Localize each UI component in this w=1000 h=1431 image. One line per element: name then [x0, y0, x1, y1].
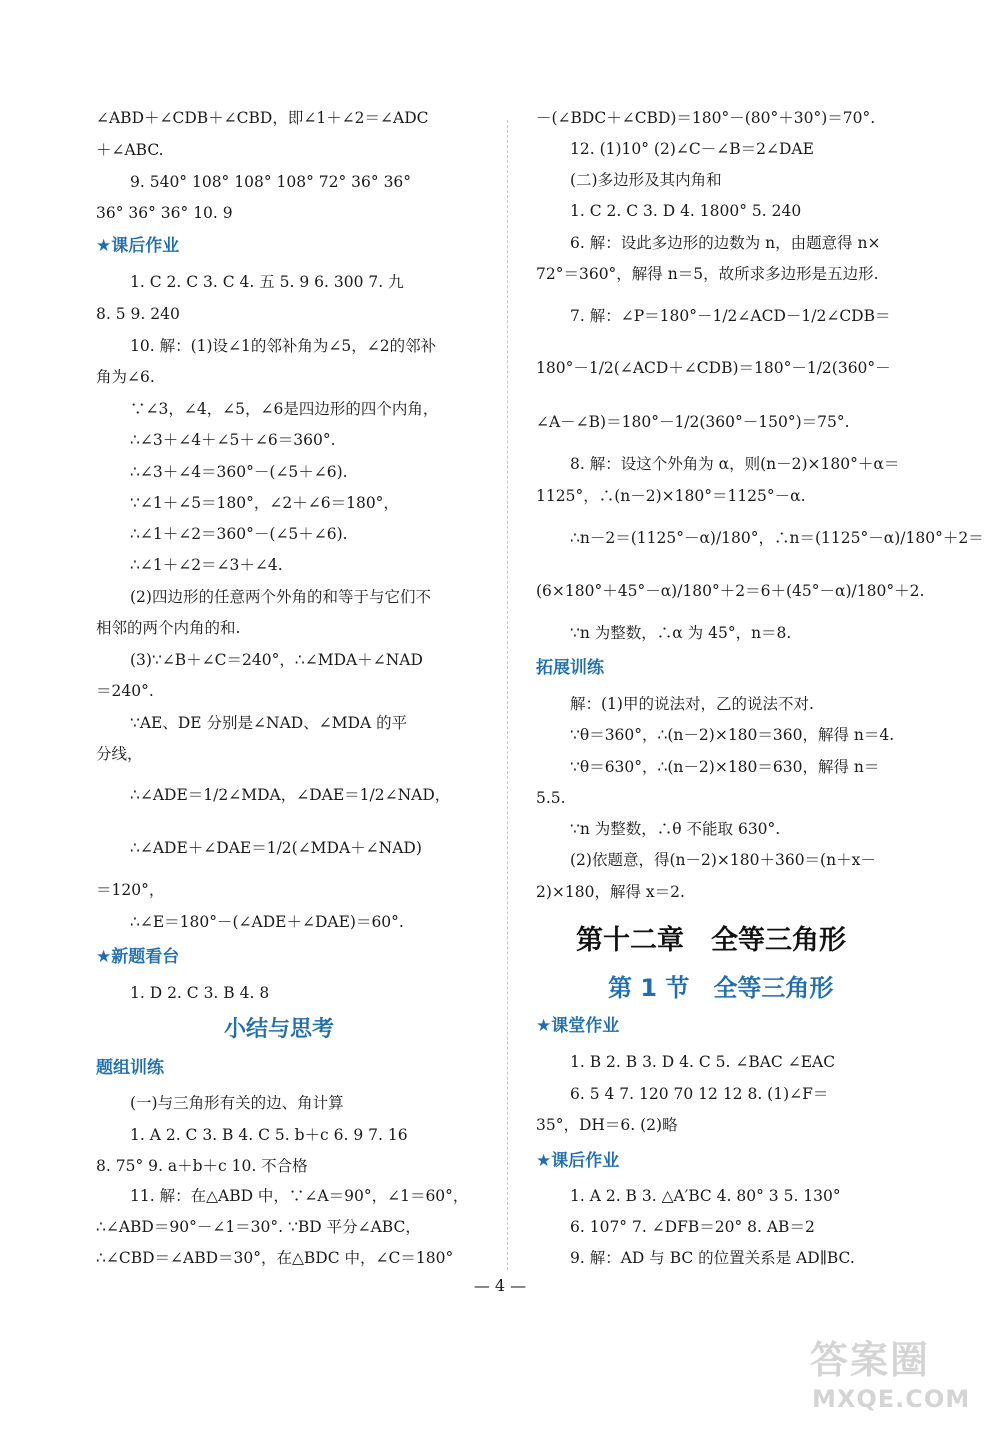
text-line: 9. 解：AD 与 BC 的位置关系是 AD∥BC.: [570, 1249, 855, 1267]
text-line: (二)多边形及其内角和: [570, 171, 722, 189]
text-line: 9. 540° 108° 108° 108° 72° 36° 36°: [130, 173, 412, 191]
text-line: ∴∠ADE＋∠DAE＝1/2(∠MDA＋∠NAD): [130, 839, 422, 857]
text-line: ∠ABD＋∠CDB＋∠CBD，即∠1＋∠2＝∠ADC: [96, 109, 429, 127]
text-line: 35°，DH＝6. (2)略: [536, 1116, 678, 1134]
text-line: 5.5.: [536, 789, 566, 807]
text-line: 分线，: [96, 745, 143, 763]
text-line: 相邻的两个内角的和.: [96, 619, 241, 637]
text-line: 1. A 2. B 3. △A′BC 4. 80° 3 5. 130°: [570, 1187, 841, 1205]
text-line: ∴∠1＋∠2＝360°－(∠5＋∠6).: [130, 525, 348, 543]
text-line: 180°－1/2(∠ACD＋∠CDB)＝180°－1/2(360°－: [536, 359, 891, 377]
text-line: ∵θ＝630°，∴(n－2)×180＝630，解得 n＝: [570, 758, 880, 776]
text-line: ∵n 为整数，∴θ 不能取 630°.: [570, 820, 781, 838]
column-divider: [507, 120, 508, 1270]
text-line: 6. 5 4 7. 120 70 12 12 8. (1)∠F＝: [570, 1085, 829, 1103]
text-line: ∴n－2＝(1125°－α)/180°，∴n＝(1125°－α)/180°＋2＝: [570, 529, 984, 547]
text-line: ∵θ＝360°，∴(n－2)×180＝360，解得 n＝4.: [570, 726, 895, 744]
text-line: (2)依题意，得(n－2)×180＋360＝(n＋x－: [570, 851, 876, 869]
text-line: 解：(1)甲的说法对，乙的说法不对.: [570, 695, 814, 713]
text-line: 11. 解：在△ABD 中，∵∠A＝90°，∠1＝60°，: [130, 1187, 469, 1205]
text-line: ∵∠3，∠4，∠5，∠6是四边形的四个内角，: [130, 400, 439, 418]
text-line: 6. 107° 7. ∠DFB＝20° 8. AB＝2: [570, 1218, 815, 1236]
section-heading: ★课堂作业: [536, 1016, 620, 1036]
text-line: ∵n 为整数，∴α 为 45°，n＝8.: [570, 624, 792, 642]
section-heading: 题组训练: [96, 1058, 164, 1078]
text-line: ∠A－∠B)＝180°－1/2(360°－150°)＝75°.: [536, 413, 850, 431]
text-line: ∵∠1＋∠5＝180°，∠2＋∠6＝180°，: [130, 494, 399, 512]
text-line: (3)∵∠B＋∠C＝240°，∴∠MDA＋∠NAD: [130, 651, 423, 669]
section-heading: ★课后作业: [96, 236, 180, 256]
text-line: ＋∠ABC.: [96, 141, 164, 159]
section-heading: 拓展训练: [536, 658, 604, 678]
text-line: ＝120°，: [96, 881, 165, 899]
text-line: 8. 5 9. 240: [96, 305, 180, 323]
text-line: 1. C 2. C 3. C 4. 五 5. 9 6. 300 7. 九: [130, 273, 404, 291]
section-title: 小结与思考: [224, 1017, 335, 1042]
text-line: 72°＝360°，解得 n＝5，故所求多边形是五边形.: [536, 265, 879, 283]
text-line: ∴∠E＝180°－(∠ADE＋∠DAE)＝60°.: [130, 913, 404, 931]
text-line: 2)×180，解得 x＝2.: [536, 883, 685, 901]
text-line: 1125°，∴(n－2)×180°＝1125°－α.: [536, 487, 806, 505]
page-number: — 4 —: [473, 1276, 527, 1295]
text-line: 1. C 2. C 3. D 4. 1800° 5. 240: [570, 202, 802, 220]
text-line: 1. D 2. C 3. B 4. 8: [130, 984, 270, 1002]
text-line: ＝240°.: [96, 682, 154, 700]
watermark-top: 答案圈: [810, 1338, 931, 1382]
text-line: (一)与三角形有关的边、角计算: [130, 1094, 344, 1112]
section-heading: ★新题看台: [96, 947, 180, 967]
text-line: 6. 解：设此多边形的边数为 n，由题意得 n×: [570, 234, 881, 252]
text-line: 7. 解：∠P＝180°－1/2∠ACD－1/2∠CDB＝: [570, 307, 891, 325]
text-line: (2)四边形的任意两个外角的和等于与它们不: [130, 588, 431, 606]
watermark-bottom: MXQE.COM: [812, 1385, 971, 1413]
text-line: ∴∠ABD＝90°－∠1＝30°. ∵BD 平分∠ABC，: [96, 1218, 421, 1236]
chapter-title: 第十二章 全等三角形: [576, 925, 846, 956]
text-line: 12. (1)10° (2)∠C－∠B＝2∠DAE: [570, 140, 814, 158]
text-line: 1. B 2. B 3. D 4. C 5. ∠BAC ∠EAC: [570, 1053, 836, 1071]
text-line: ∴∠ADE＝1/2∠MDA，∠DAE＝1/2∠NAD，: [130, 786, 451, 804]
section-title: 第 1 节 全等三角形: [608, 974, 834, 1002]
text-line: ∴∠1＋∠2＝∠3＋∠4.: [130, 556, 283, 574]
text-line: 1. A 2. C 3. B 4. C 5. b＋c 6. 9 7. 16: [130, 1126, 408, 1144]
text-line: 角为∠6.: [96, 368, 155, 386]
text-line: (6×180°＋45°－α)/180°＋2＝6＋(45°－α)/180°＋2.: [536, 582, 925, 600]
text-line: 36° 36° 36° 10. 9: [96, 204, 233, 222]
text-line: ∵AE、DE 分别是∠NAD、∠MDA 的平: [130, 714, 408, 732]
text-line: ∴∠CBD＝∠ABD＝30°，在△BDC 中，∠C＝180°: [96, 1249, 454, 1267]
section-heading: ★课后作业: [536, 1151, 620, 1171]
text-line: 10. 解：(1)设∠1的邻补角为∠5，∠2的邻补: [130, 337, 437, 355]
watermark-logo: [802, 1327, 990, 1423]
text-line: ∴∠3＋∠4＝360°－(∠5＋∠6).: [130, 463, 348, 481]
text-line: －(∠BDC＋∠CBD)＝180°－(80°＋30°)＝70°.: [536, 109, 876, 127]
text-line: 8. 75° 9. a＋b＋c 10. 不合格: [96, 1157, 308, 1175]
text-line: ∴∠3＋∠4＋∠5＋∠6＝360°.: [130, 431, 336, 449]
text-line: 8. 解：设这个外角为 α，则(n－2)×180°＋α＝: [570, 455, 900, 473]
